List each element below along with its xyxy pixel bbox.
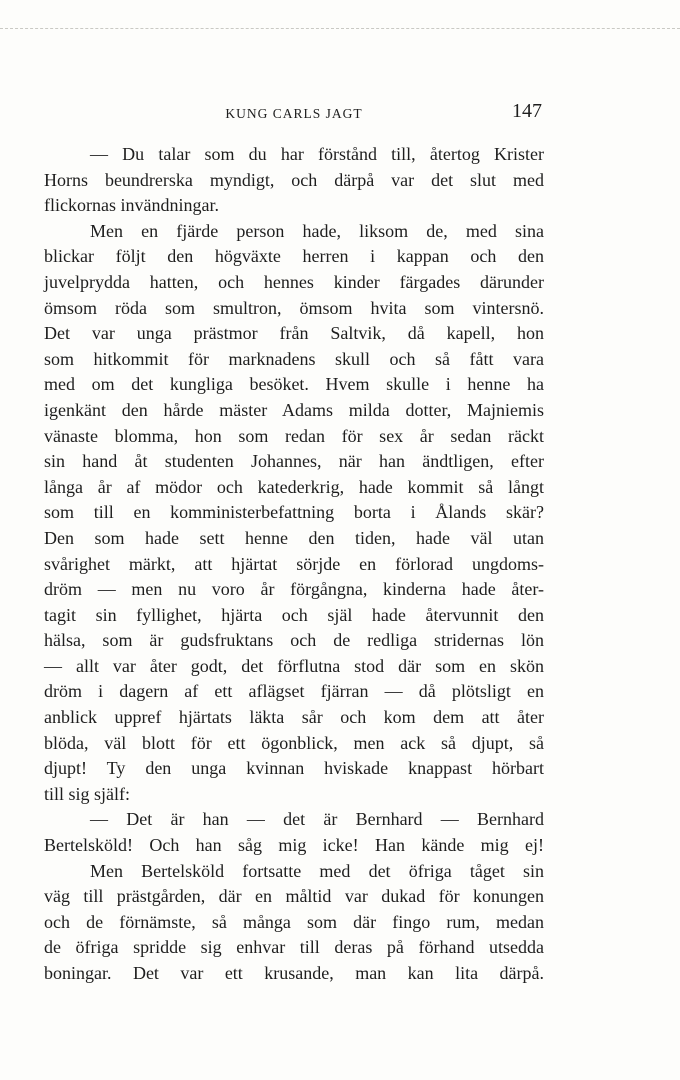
text-line: Den som hade sett henne den tiden, hade väl utan xyxy=(44,527,544,548)
page-number: 147 xyxy=(512,100,542,122)
text-line: vänaste blomma, hon som redan för sex år sedan räckt xyxy=(44,425,544,446)
text-line: tagit sin fyllighet, hjärta och själ hade återvunnit den xyxy=(44,604,544,625)
text-line: hälsa, som är gudsfruktans och de redliga stridernas lön xyxy=(44,630,544,651)
text-line: Men en fjärde person hade, liksom de, med sina xyxy=(90,220,544,241)
text-line: svårighet märkt, att hjärtat sörjde en förlorad ungdoms- xyxy=(44,553,544,574)
text-line: boningar. Det var ett krusande, man kan lita därpå. xyxy=(44,963,544,983)
text-line: ömsom röda som smultron, ömsom hvita som vintersnö. xyxy=(44,297,544,318)
text-line: Bertelsköld! Och han såg mig icke! Han kände mig ej! xyxy=(44,835,544,856)
text-line: djupt! Ty den unga kvinnan hviskade knappast hörbart xyxy=(44,758,544,779)
text-line: Det var unga prästmor från Saltvik, då kapell, hon xyxy=(44,323,544,344)
text-line: flickornas invändningar. xyxy=(44,195,219,216)
text-line: — Du talar som du har förstånd till, återtog Krister xyxy=(90,144,544,164)
text-line: Men Bertelsköld fortsatte med det öfriga tåget sin xyxy=(90,860,544,881)
text-line: väg till prästgården, där en måltid var dukad för konungen xyxy=(44,886,544,907)
text-line: juvelprydda hatten, och hennes kinder färgades därunder xyxy=(44,271,544,292)
text-line: sin hand åt studenten Johannes, när han ändtligen, efter xyxy=(44,451,544,472)
text-line: — allt var åter godt, det förflutna stod där som en skön xyxy=(44,655,544,676)
text-line: — Det är han — det är Bernhard — Bernhard xyxy=(90,809,544,830)
text-line: som till en komministerbefattning borta i Ålands skär? xyxy=(44,502,544,523)
running-head: KUNG CARLS JAGT xyxy=(225,106,363,121)
text-line: igenkänt den hårde mäster Adams milda dotter, Majniemis xyxy=(44,399,544,420)
text-line: dröm i dagern af ett aflägset fjärran — då plötsligt en xyxy=(44,681,544,702)
text-line: och de förnämste, så många som där fingo rum, medan xyxy=(44,911,544,932)
text-line: blickar följt den högväxte herren i kappan och den xyxy=(44,246,544,267)
text-line: som hitkommit för marknadens skull och så fått vara xyxy=(44,348,544,369)
text-line: blöda, väl blott för ett ögonblick, men ack så djupt, så xyxy=(44,732,544,753)
text-line: Horns beundrerska myndigt, och därpå var det slut med xyxy=(44,169,544,190)
text-line: med om det kungliga besöket. Hvem skulle i henne ha xyxy=(44,374,544,395)
body-text xyxy=(44,142,544,987)
text-line: dröm — men nu voro år förgångna, kinderna hade åter- xyxy=(44,579,544,600)
text-line: de öfriga spridde sig enhvar till deras på förhand utsedda xyxy=(44,937,544,958)
page-header xyxy=(44,100,544,130)
book-page xyxy=(44,100,544,987)
text-line: anblick uppref hjärtats läkta sår och kom dem att åter xyxy=(44,707,544,728)
text-line: till sig själf: xyxy=(44,783,131,804)
text-line: långa år af mödor och katederkrig, hade kommit så långt xyxy=(44,476,544,497)
page-edge-rule xyxy=(0,28,680,29)
